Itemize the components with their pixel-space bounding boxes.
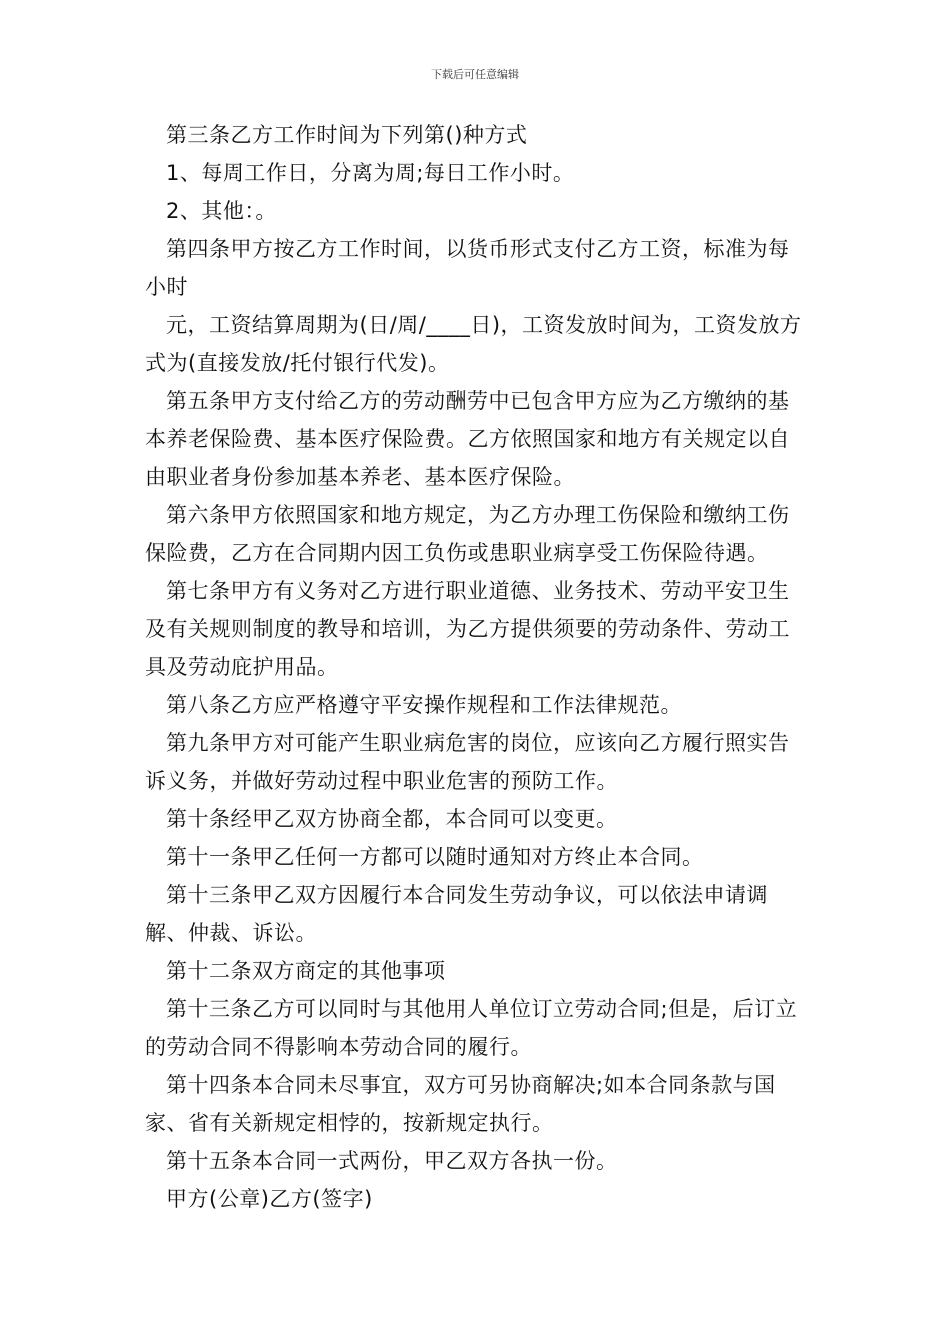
paragraph-article-6: 第六条甲方依照国家和地方规定，为乙方办理工伤保险和缴纳工伤保险费，乙方在合同期内因工负伤或患职业病享受工伤保险待遇。 [145,503,790,565]
signature-line: 甲方(公章)乙方(签字) [166,1187,373,1211]
document-body [145,116,810,1218]
paragraph-article-8: 第八条乙方应严格遵守平安操作规程和工作法律规范。 [166,693,682,717]
paragraph-article-14: 第十四条本合同未尽事宜，双方可另协商解决;如本合同条款与国家、省有关新规定相悖的，按新规定执行。 [145,1073,776,1135]
page-header: 下载后可任意编辑 [431,68,519,81]
paragraph-item-2: 2、其他：。 [166,199,277,223]
paragraph-article-13b: 第十三条乙方可以同时与其他用人单位订立劳动合同;但是，后订立的劳动合同不得影响本劳动合同的履行。 [145,997,798,1059]
paragraph-article-10: 第十条经甲乙双方协商全都，本合同可以变更。 [166,807,618,831]
paragraph-article-7: 第七条甲方有义务对乙方进行职业道德、业务技术、劳动平安卫生及有关规则制度的教导和培训，为乙方提供须要的劳动条件、劳动工具及劳动庇护用品。 [145,579,790,679]
paragraph-article-9: 第九条甲方对可能产生职业病危害的岗位，应该向乙方履行照实告诉义务，并做好劳动过程中职业危害的预防工作。 [145,731,790,793]
paragraph-article-11: 第十一条甲乙任何一方都可以随时通知对方终止本合同。 [166,845,704,869]
paragraph-article-4: 第四条甲方按乙方工作时间，以货币形式支付乙方工资，标准为每小时 [145,237,790,299]
paragraph-article-12: 第十二条双方商定的其他事项 [166,959,446,983]
paragraph-article-3: 第三条乙方工作时间为下列第()种方式 [166,123,528,147]
paragraph-article-5: 第五条甲方支付给乙方的劳动酬劳中已包含甲方应为乙方缴纳的基本养老保险费、基本医疗保险费。乙方依照国家和地方有关规定以自由职业者身份参加基本养老、基本医疗保险。 [145,389,790,489]
paragraph-item-1: 1、每周工作日，分离为周;每日工作小时。 [166,161,575,185]
paragraph-article-15: 第十五条本合同一式两份，甲乙双方各执一份。 [166,1149,618,1173]
paragraph-article-4-cont: 元，工资结算周期为(日/周/____日)，工资发放时间为，工资发放方式为(直接发放/托付银行代发)。 [145,313,802,375]
paragraph-article-13a: 第十三条甲乙双方因履行本合同发生劳动争议，可以依法申请调解、仲裁、诉讼。 [145,883,768,945]
